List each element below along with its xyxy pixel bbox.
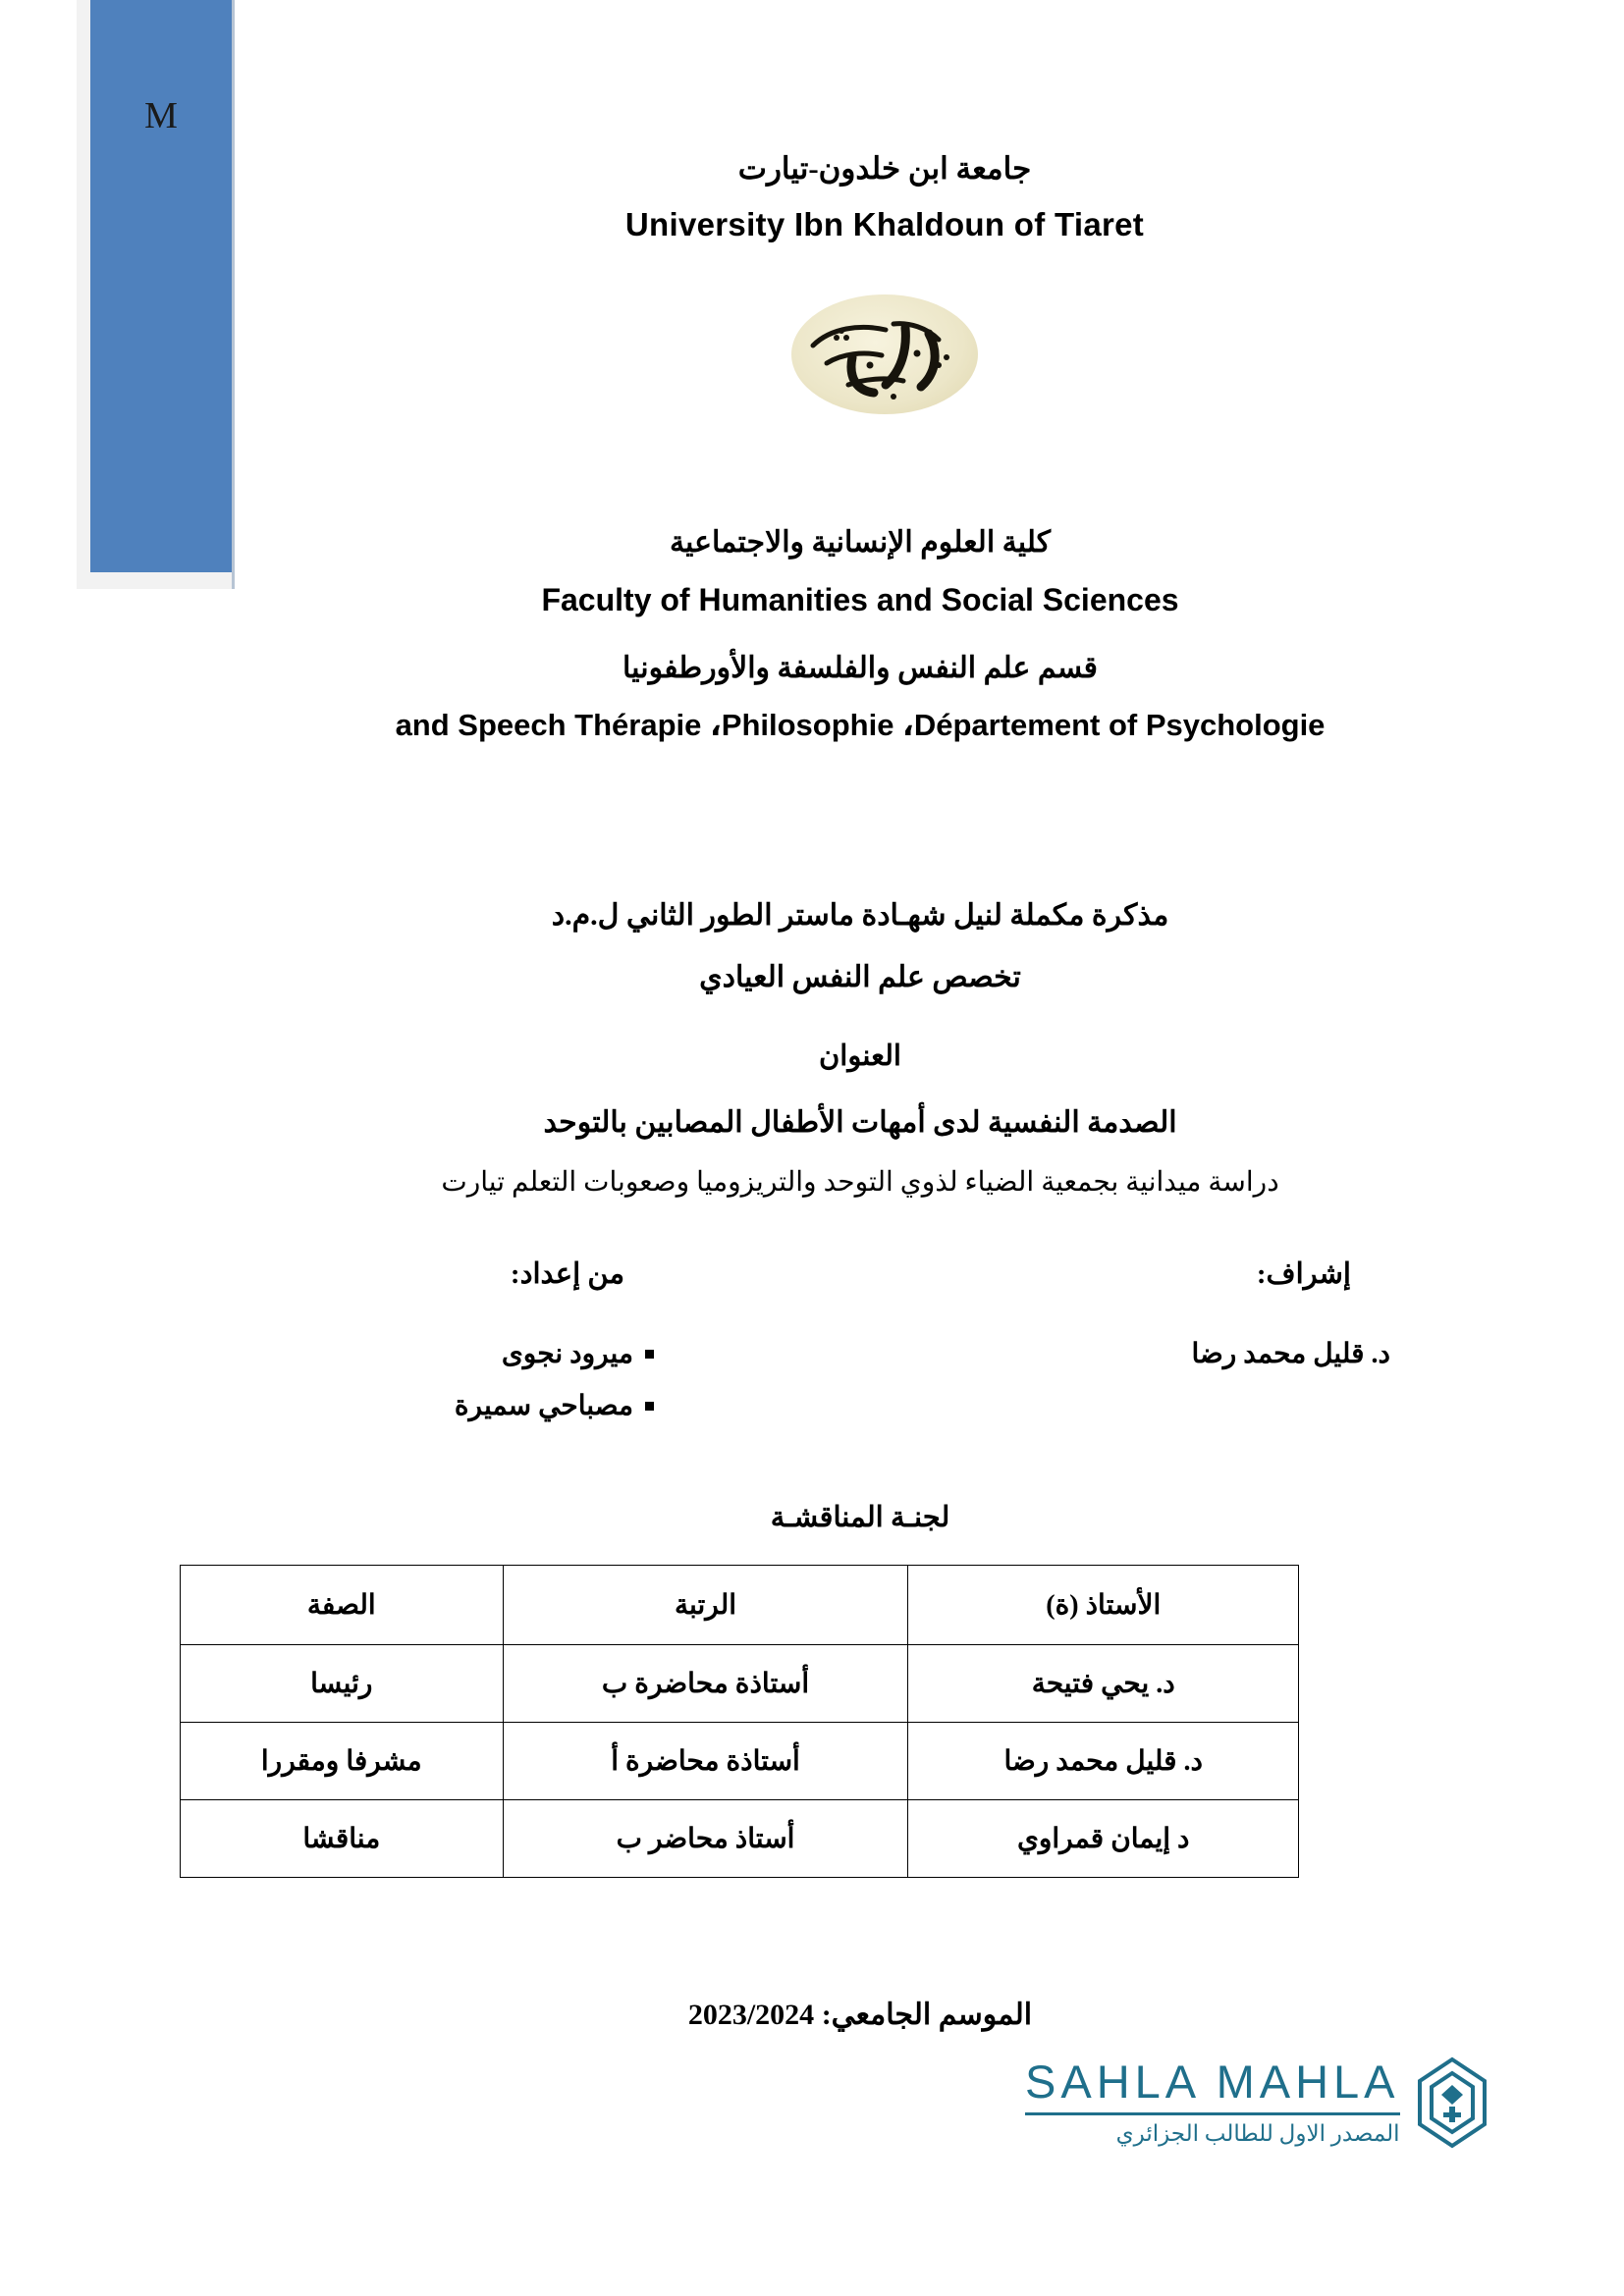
column-header-professor: الأستاذ (ة) <box>908 1566 1299 1645</box>
university-name-arabic: جامعة ابن خلدون-تيارت <box>737 151 1032 186</box>
supervisor-heading: إشراف: <box>1256 1258 1351 1290</box>
cell-role: رئيسا <box>181 1645 504 1723</box>
title-label: العنوان <box>819 1041 901 1072</box>
watermark-tagline: المصدر الاول للطالب الجزائري <box>1115 2121 1400 2146</box>
thesis-title-block <box>183 1036 1538 1203</box>
thesis-main-title: الصدمة النفسية لدى أمهات الأطفال المصابين بالتوحد <box>543 1105 1177 1139</box>
cell-role: مناقشا <box>181 1800 504 1878</box>
degree-block <box>183 893 1538 1000</box>
watermark-monogram-icon <box>1414 2056 1490 2150</box>
decorative-side-bar-frame <box>77 0 232 589</box>
department-name-english: and Speech Thérapie ،Philosophie ،Département of Psychologie <box>395 707 1326 742</box>
cell-professor: د. قليل محمد رضا <box>908 1723 1299 1800</box>
table-row <box>181 1645 1299 1723</box>
university-name-english: University Ibn Khaldoun of Tiaret <box>624 205 1145 242</box>
faculty-name-arabic: كلية العلوم الإنسانية والاجتماعية <box>669 526 1052 559</box>
table-row <box>181 1800 1299 1878</box>
column-header-role: الصفة <box>181 1566 504 1645</box>
degree-statement: مذكرة مكملة لنيل شهـادة ماستر الطور الثاني ل.م.د <box>551 899 1169 932</box>
column-header-rank: الرتبة <box>503 1566 908 1645</box>
degree-specialty: تخصص علم النفس العيادي <box>699 960 1021 993</box>
supervisor-column <box>899 1256 1410 1432</box>
watermark-divider <box>1025 2112 1400 2115</box>
author-item <box>232 1328 742 1380</box>
authors-heading: من إعداد: <box>510 1258 624 1290</box>
cell-rank: أستاذ محاضر ب <box>503 1800 908 1878</box>
university-emblem-container <box>232 294 1538 419</box>
university-header <box>232 147 1538 246</box>
jury-table <box>180 1565 1299 1878</box>
decorative-side-bar <box>90 0 232 572</box>
authors-column <box>232 1256 742 1432</box>
watermark-text-column <box>1025 2058 1400 2147</box>
department-name-arabic: قسم علم النفس والفلسفة والأورطفونيا <box>623 651 1098 684</box>
table-row <box>181 1723 1299 1800</box>
academic-year: الموسم الجامعي: 2023/2024 <box>687 1999 1033 2031</box>
table-header-row <box>181 1566 1299 1645</box>
cell-rank: أستاذة محاضرة ب <box>503 1645 908 1723</box>
cell-rank: أستاذة محاضرة أ <box>503 1723 908 1800</box>
university-seal-icon <box>791 294 978 414</box>
watermark-brand: SAHLA MAHLA <box>1025 2056 1400 2108</box>
bullet-square-icon <box>645 1350 654 1359</box>
author-name: ميرود نجوى <box>501 1339 633 1369</box>
supervisor-name: د. قليل محمد رضا <box>1191 1339 1390 1369</box>
faculty-block <box>183 520 1538 746</box>
author-name: مصباحي سميرة <box>454 1391 633 1422</box>
author-item <box>232 1380 742 1432</box>
cell-role: مشرفا ومقررا <box>181 1723 504 1800</box>
thesis-subtitle: دراسة ميدانية بجمعية الضياء لذوي التوحد والتريزوميا وصعوبات التعلم تيارت <box>441 1166 1279 1198</box>
cell-professor: د. يحي فتيحة <box>908 1645 1299 1723</box>
bullet-square-icon <box>645 1402 654 1411</box>
jury-caption: لجنـة المناقشـة <box>770 1502 950 1533</box>
side-bar-letter: M <box>144 95 178 136</box>
people-block <box>232 1256 1410 1432</box>
cell-professor: د إيمان قمراوي <box>908 1800 1299 1878</box>
watermark-logo <box>1025 2056 1555 2183</box>
faculty-name-english: Faculty of Humanities and Social Sciences <box>541 582 1179 617</box>
